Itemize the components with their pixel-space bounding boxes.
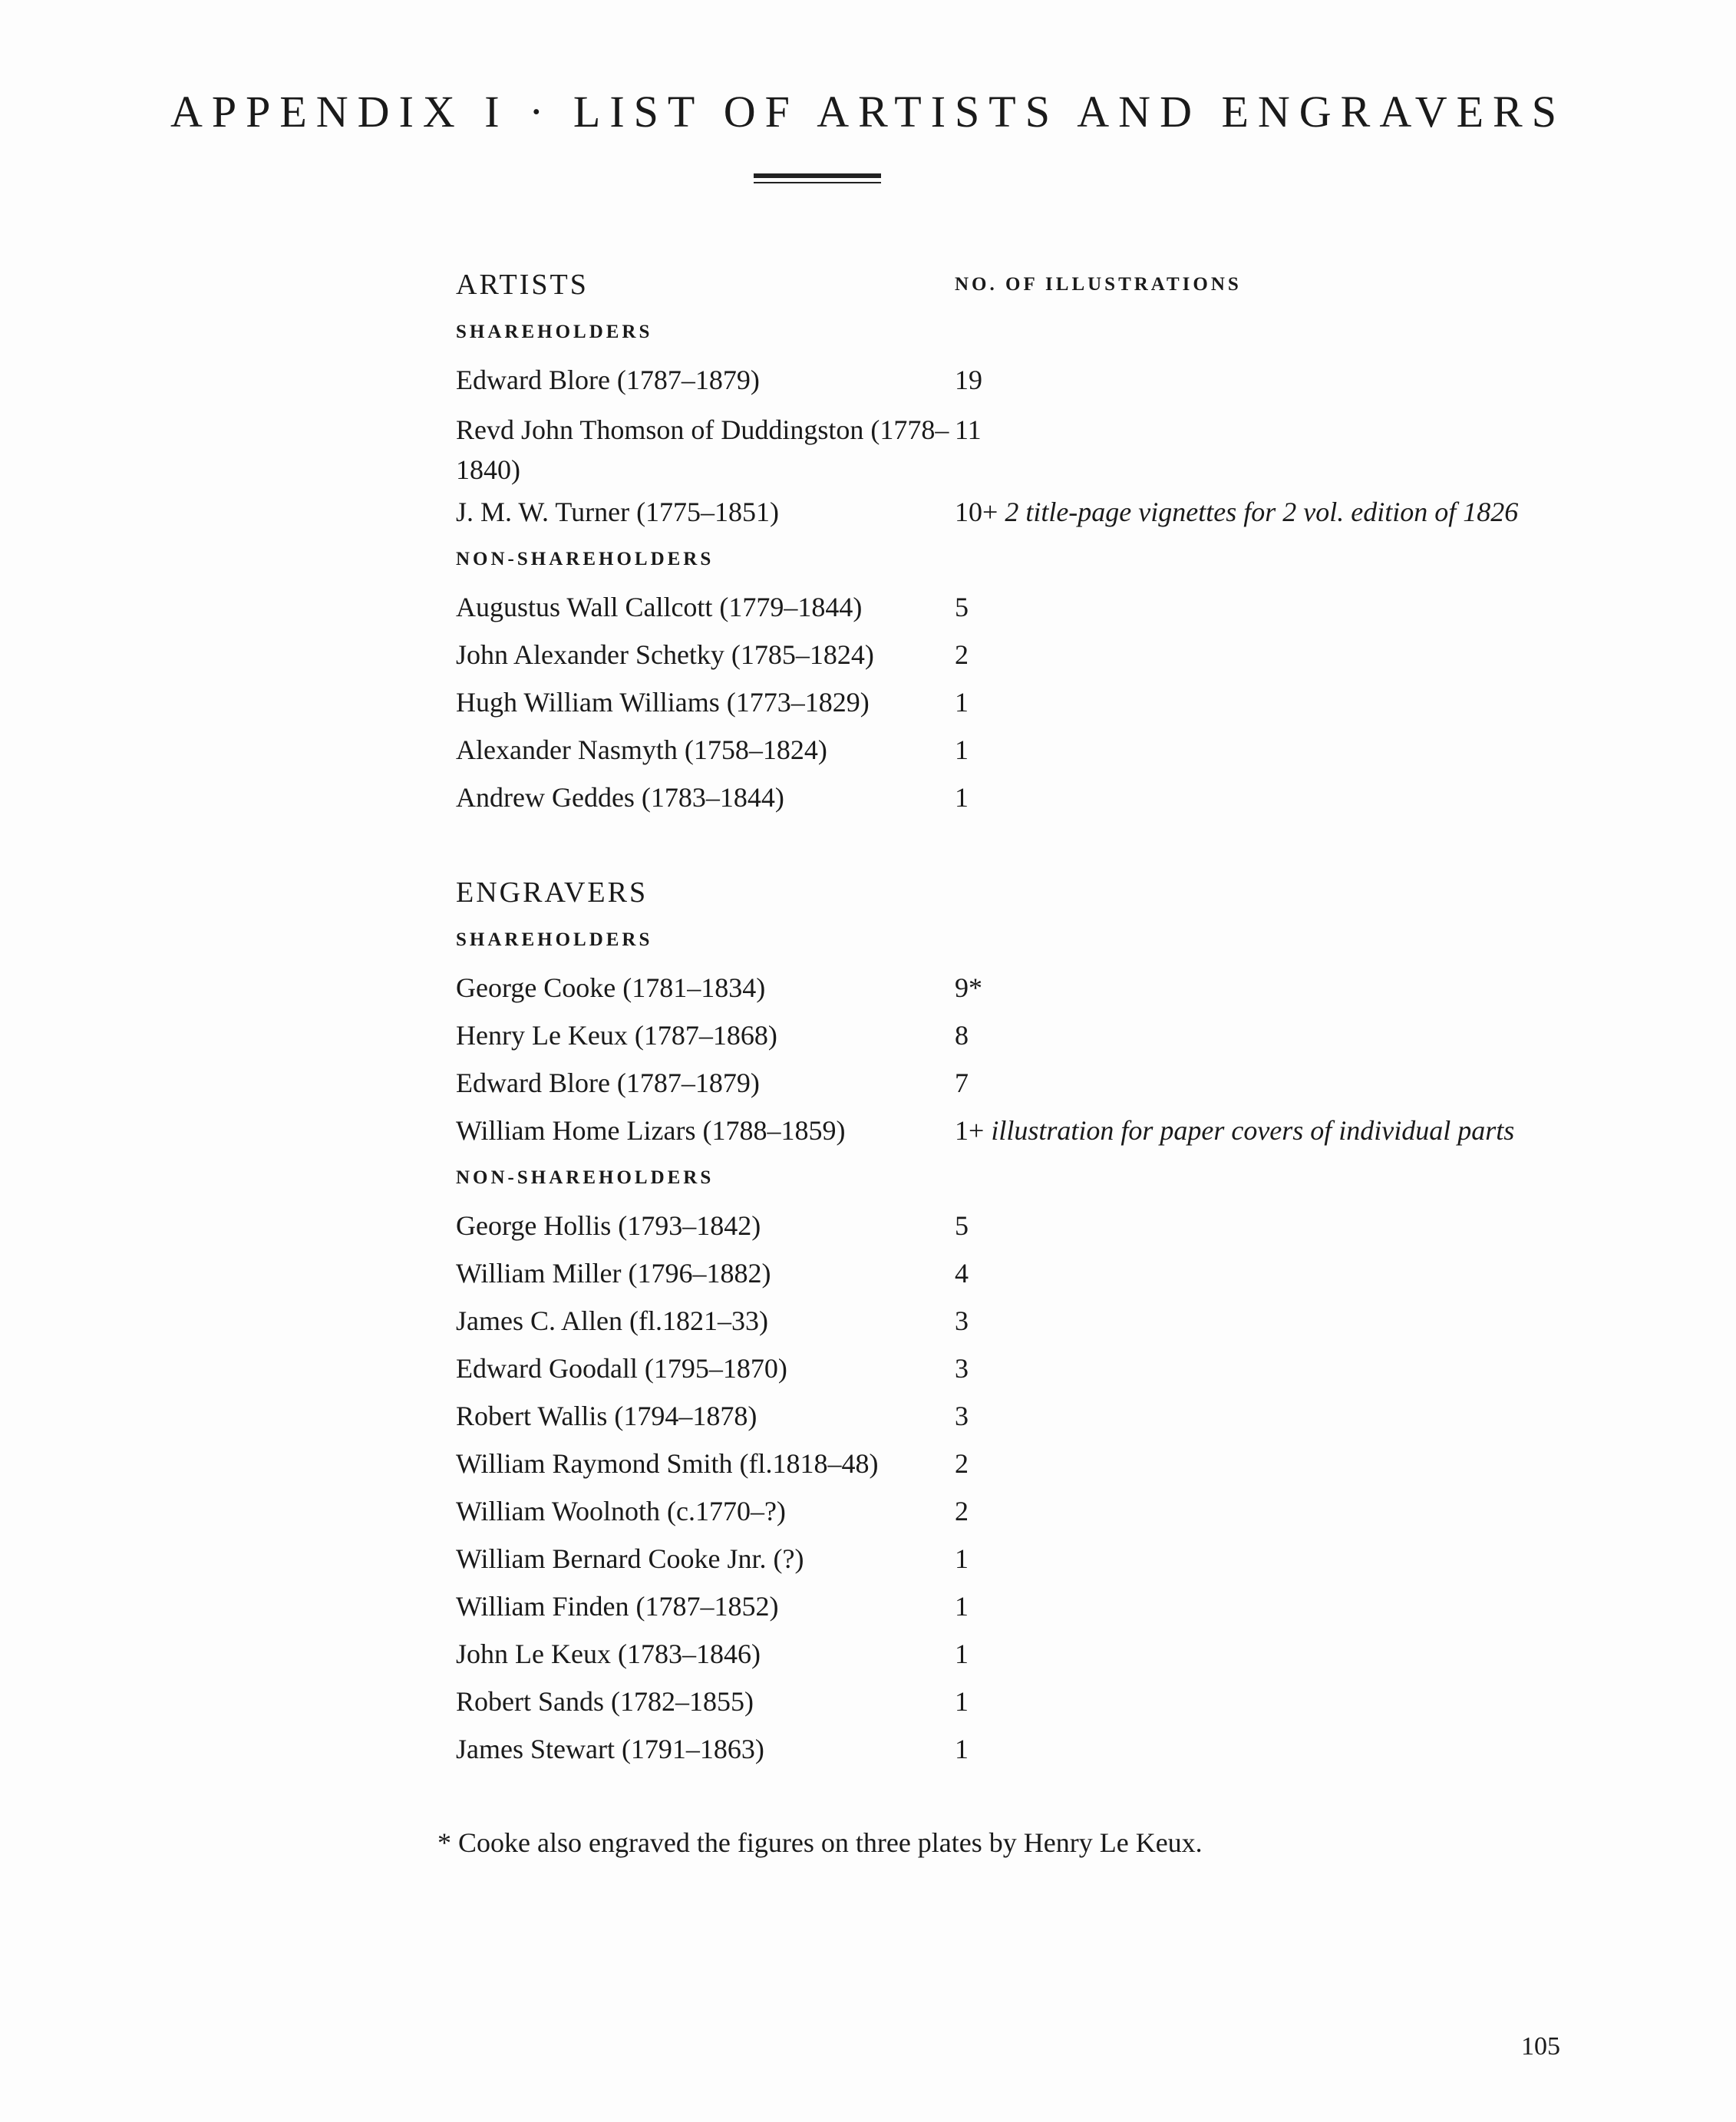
subheading-row <box>456 536 1576 583</box>
count-value: 3 <box>955 1305 969 1336</box>
person-name: Edward Blore (1787–1879) <box>456 365 760 395</box>
illustration-count <box>955 1019 1576 1051</box>
person-name: Revd John Thomson of Duddingston (1778–1840) <box>456 414 949 485</box>
list-item <box>456 726 1576 774</box>
count-value: 4 <box>955 1258 969 1289</box>
count-value: 2 <box>955 1448 969 1479</box>
person-name: Robert Wallis (1794–1878) <box>456 1401 757 1431</box>
engravers-header-row <box>456 869 1576 916</box>
count-value: 1 <box>955 734 969 765</box>
person-name: Alexander Nasmyth (1758–1824) <box>456 734 827 765</box>
count-note: 2 title-page vignettes for 2 vol. edition of 1826 <box>1005 497 1519 527</box>
illustration-count <box>955 1733 1576 1765</box>
person-name: Robert Sands (1782–1855) <box>456 1686 754 1717</box>
artists-engravers-list <box>456 261 1576 1773</box>
section-heading-engravers: ENGRAVERS <box>456 876 649 909</box>
person-name: Henry Le Keux (1787–1868) <box>456 1020 777 1051</box>
subheading-shareholders: SHAREHOLDERS <box>456 322 653 342</box>
count-value: 1 <box>955 1734 969 1764</box>
count-value: 1 <box>955 1639 969 1669</box>
list-item <box>456 1487 1576 1535</box>
list-item <box>456 404 1576 488</box>
subheading-row <box>456 916 1576 964</box>
person-name: James C. Allen (fl.1821–33) <box>456 1305 768 1336</box>
list-item <box>456 1297 1576 1345</box>
count-value: 3 <box>955 1353 969 1384</box>
title-rule-thin <box>754 182 881 183</box>
list-item <box>456 631 1576 678</box>
list-item <box>456 1630 1576 1678</box>
subheading-non-shareholders: NON-SHAREHOLDERS <box>456 549 715 569</box>
person-name: George Hollis (1793–1842) <box>456 1210 761 1241</box>
illustration-count <box>955 591 1576 623</box>
illustration-count <box>955 686 1576 718</box>
list-item <box>456 964 1576 1011</box>
list-item <box>456 678 1576 726</box>
list-item <box>456 1440 1576 1487</box>
list-item <box>456 1725 1576 1773</box>
person-name: Edward Goodall (1795–1870) <box>456 1353 787 1384</box>
count-value: 1 <box>955 1591 969 1622</box>
count-value: 1 <box>955 687 969 718</box>
illustration-count <box>955 496 1576 528</box>
count-value: 7 <box>955 1068 969 1098</box>
list-item <box>456 1011 1576 1059</box>
illustration-count <box>955 734 1576 766</box>
list-item <box>456 1345 1576 1392</box>
illustration-count <box>955 364 1576 396</box>
illustration-count <box>955 1543 1576 1575</box>
illustration-count <box>955 639 1576 671</box>
subheading-row <box>456 309 1576 356</box>
person-name: Augustus Wall Callcott (1779–1844) <box>456 592 863 622</box>
list-item <box>456 488 1576 536</box>
illustration-count <box>955 1210 1576 1242</box>
illustration-count <box>955 1590 1576 1622</box>
count-value: 9* <box>955 972 982 1003</box>
person-name: William Finden (1787–1852) <box>456 1591 779 1622</box>
section-heading-artists: ARTISTS <box>456 269 589 301</box>
illustration-count <box>955 1685 1576 1718</box>
count-value: 1+ <box>955 1115 985 1146</box>
person-name: William Bernard Cooke Jnr. (?) <box>456 1543 804 1574</box>
list-item <box>456 1535 1576 1582</box>
person-name: William Woolnoth (c.1770–?) <box>456 1496 786 1526</box>
list-item <box>456 356 1576 404</box>
illustration-count <box>955 1495 1576 1527</box>
person-name: Andrew Geddes (1783–1844) <box>456 782 784 813</box>
illustration-count <box>955 1067 1576 1099</box>
title-rule-thick <box>754 173 881 178</box>
list-item <box>456 1059 1576 1107</box>
subheading-row <box>456 1154 1576 1202</box>
person-name: John Alexander Schetky (1785–1824) <box>456 639 874 670</box>
list-item <box>456 774 1576 821</box>
illustration-count <box>955 781 1576 813</box>
page-title: APPENDIX I · LIST OF ARTISTS AND ENGRAVERS <box>170 87 1566 137</box>
subheading-non-shareholders: NON-SHAREHOLDERS <box>456 1167 715 1188</box>
count-value: 2 <box>955 639 969 670</box>
page-number: 105 <box>1521 2032 1560 2061</box>
person-name: James Stewart (1791–1863) <box>456 1734 764 1764</box>
list-item <box>456 1107 1576 1154</box>
illustration-count <box>955 1400 1576 1432</box>
illustration-count <box>955 410 1576 450</box>
list-item <box>456 1202 1576 1249</box>
count-note: illustration for paper covers of individual parts <box>991 1115 1515 1146</box>
illustration-count <box>955 1447 1576 1480</box>
column-header: NO. OF ILLUSTRATIONS <box>955 274 1242 295</box>
count-value: 2 <box>955 1496 969 1526</box>
list-item <box>456 1249 1576 1297</box>
artists-header-row <box>456 261 1576 309</box>
list-item <box>456 1678 1576 1725</box>
illustration-count <box>955 1352 1576 1384</box>
subheading-shareholders: SHAREHOLDERS <box>456 929 653 950</box>
person-name: George Cooke (1781–1834) <box>456 972 766 1003</box>
person-name: Hugh William Williams (1773–1829) <box>456 687 870 718</box>
count-value: 19 <box>955 365 982 395</box>
illustration-count <box>955 1257 1576 1289</box>
person-name: William Home Lizars (1788–1859) <box>456 1115 846 1146</box>
person-name: Edward Blore (1787–1879) <box>456 1068 760 1098</box>
count-value: 1 <box>955 1543 969 1574</box>
count-value: 5 <box>955 1210 969 1241</box>
count-value: 11 <box>955 414 982 445</box>
count-value: 8 <box>955 1020 969 1051</box>
count-value: 1 <box>955 1686 969 1717</box>
footnote: * Cooke also engraved the figures on three plates by Henry Le Keux. <box>437 1827 1203 1858</box>
list-item <box>456 583 1576 631</box>
count-value: 10+ <box>955 497 998 527</box>
person-name: William Miller (1796–1882) <box>456 1258 771 1289</box>
count-value: 5 <box>955 592 969 622</box>
list-item <box>456 1582 1576 1630</box>
person-name: John Le Keux (1783–1846) <box>456 1639 761 1669</box>
list-item <box>456 1392 1576 1440</box>
count-value: 3 <box>955 1401 969 1431</box>
person-name: J. M. W. Turner (1775–1851) <box>456 497 780 527</box>
illustration-count <box>955 1638 1576 1670</box>
person-name: William Raymond Smith (fl.1818–48) <box>456 1448 879 1479</box>
count-value: 1 <box>955 782 969 813</box>
illustration-count <box>955 1114 1576 1147</box>
illustration-count <box>955 1305 1576 1337</box>
illustration-count <box>955 972 1576 1004</box>
